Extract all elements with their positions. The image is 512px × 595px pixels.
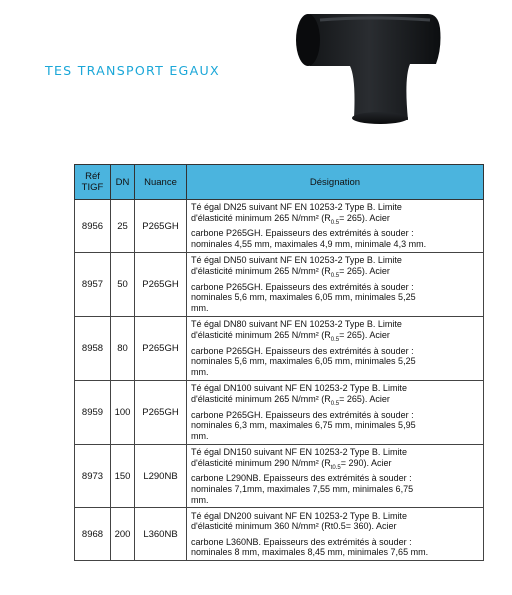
desc-line-1: Té égal DN200 suivant NF EN 10253-2 Type B. Limite bbox=[191, 510, 407, 521]
cell-nuance: L290NB bbox=[135, 445, 187, 508]
desc-line-3: carbone P265GH. Epaisseurs des extrémités à souder : bbox=[191, 409, 414, 420]
desc-subscript: 0.5 bbox=[330, 219, 340, 226]
desc-line-4: nominales 4,55 mm, maximales 4,9 mm, minimale 4,3 mm. bbox=[191, 239, 427, 250]
desc-line-2a: d'élasticité minimum 290 N/mm² (R bbox=[191, 457, 331, 468]
desc-subscript: t0.5 bbox=[330, 464, 341, 471]
cell-dn: 150 bbox=[111, 445, 135, 508]
table-row bbox=[75, 200, 484, 253]
desc-line-2b: = 265). Acier bbox=[339, 330, 390, 341]
cell-ref: 8973 bbox=[75, 445, 111, 508]
table-row bbox=[75, 381, 484, 445]
desc-line-4: nominales 7,1mm, maximales 7,55 mm, minimales 6,75 bbox=[191, 483, 414, 494]
table-row bbox=[75, 508, 484, 561]
cell-nuance: P265GH bbox=[135, 200, 187, 253]
desc-line-3: carbone P265GH. Epaisseurs des extrémités à souder : bbox=[191, 281, 414, 292]
cell-ref: 8959 bbox=[75, 381, 111, 445]
header-ref-line1: Réf bbox=[85, 171, 100, 182]
page-title: TES TRANSPORT EGAUX bbox=[45, 64, 220, 78]
cell-ref: 8958 bbox=[75, 317, 111, 381]
desc-line-5: mm. bbox=[191, 302, 209, 313]
desc-subscript: 0.5 bbox=[330, 336, 340, 343]
cell-nuance: P265GH bbox=[135, 253, 187, 317]
desc-line-1: Té égal DN80 suivant NF EN 10253-2 Type B. Limite bbox=[191, 319, 402, 330]
cell-dn: 100 bbox=[111, 381, 135, 445]
desc-line-2a: d'élasticité minimum 265 N/mm² (R bbox=[191, 266, 331, 277]
header-ref-line2: TIGF bbox=[81, 182, 104, 193]
cell-nuance: L360NB bbox=[135, 508, 187, 561]
desc-line-2b: = 265). Acier bbox=[339, 266, 390, 277]
desc-line-1: Té égal DN100 suivant NF EN 10253-2 Type B. Limite bbox=[191, 383, 407, 394]
cell-dn: 25 bbox=[111, 200, 135, 253]
product-table bbox=[74, 164, 484, 561]
table-row bbox=[75, 317, 484, 381]
desc-line-2a: d'élasticité minimum 360 N/mm² (Rt0.5= 360). Acier bbox=[191, 521, 397, 532]
header-designation: Désignation bbox=[187, 165, 484, 200]
cell-designation bbox=[187, 381, 484, 445]
desc-line-1: Té égal DN25 suivant NF EN 10253-2 Type B. Limite bbox=[191, 202, 402, 213]
cell-designation bbox=[187, 200, 484, 253]
table-row bbox=[75, 445, 484, 508]
cell-ref: 8957 bbox=[75, 253, 111, 317]
desc-line-4: nominales 6,3 mm, maximales 6,75 mm, minimales 5,95 bbox=[191, 420, 416, 431]
desc-line-4: nominales 5,6 mm, maximales 6,05 mm, minimales 5,25 bbox=[191, 356, 416, 367]
cell-designation bbox=[187, 317, 484, 381]
desc-line-2a: d'élasticité minimum 265 N/mm² (R bbox=[191, 212, 331, 223]
cell-dn: 50 bbox=[111, 253, 135, 317]
header-dn: DN bbox=[111, 165, 135, 200]
desc-line-5: mm. bbox=[191, 366, 209, 377]
cell-designation bbox=[187, 508, 484, 561]
desc-line-3: carbone P265GH. Epaisseurs des extrémités à souder : bbox=[191, 345, 414, 356]
cell-nuance: P265GH bbox=[135, 317, 187, 381]
desc-line-2b: = 290). Acier bbox=[340, 457, 392, 468]
desc-line-3: carbone L290NB. Epaisseurs des extrémités à souder : bbox=[191, 473, 412, 484]
desc-line-2a: d'élasticité minimum 265 N/mm² (R bbox=[191, 394, 331, 405]
header-ref bbox=[75, 165, 111, 200]
cell-nuance: P265GH bbox=[135, 381, 187, 445]
pipe-tee-photo bbox=[290, 8, 450, 126]
cell-ref: 8956 bbox=[75, 200, 111, 253]
desc-line-1: Té égal DN150 suivant NF EN 10253-2 Type B. Limite bbox=[191, 447, 407, 457]
header-nuance: Nuance bbox=[135, 165, 187, 200]
cell-dn: 200 bbox=[111, 508, 135, 561]
desc-line-4: nominales 5,6 mm, maximales 6,05 mm, minimales 5,25 bbox=[191, 292, 416, 303]
cell-dn: 80 bbox=[111, 317, 135, 381]
cell-designation bbox=[187, 253, 484, 317]
desc-line-3: carbone L360NB. Epaisseurs des extrémités à souder : bbox=[191, 536, 412, 547]
desc-subscript: 0.5 bbox=[330, 272, 340, 279]
desc-subscript: 0.5 bbox=[330, 400, 340, 407]
desc-line-5: mm. bbox=[191, 430, 209, 441]
desc-line-2b: = 265). Acier bbox=[339, 394, 390, 405]
desc-line-2b: = 265). Acier bbox=[339, 212, 390, 223]
cell-ref: 8968 bbox=[75, 508, 111, 561]
desc-line-4: nominales 8 mm, maximales 8,45 mm, minimales 7,65 mm. bbox=[191, 547, 429, 558]
desc-line-1: Té égal DN50 suivant NF EN 10253-2 Type B. Limite bbox=[191, 255, 402, 266]
table-header-row bbox=[75, 165, 484, 200]
cell-designation bbox=[187, 445, 484, 508]
table-row bbox=[75, 253, 484, 317]
desc-line-3: carbone P265GH. Epaisseurs des extrémités à souder : bbox=[191, 228, 414, 239]
desc-line-5: mm. bbox=[191, 494, 209, 505]
desc-line-2a: d'élasticité minimum 265 N/mm² (R bbox=[191, 330, 331, 341]
